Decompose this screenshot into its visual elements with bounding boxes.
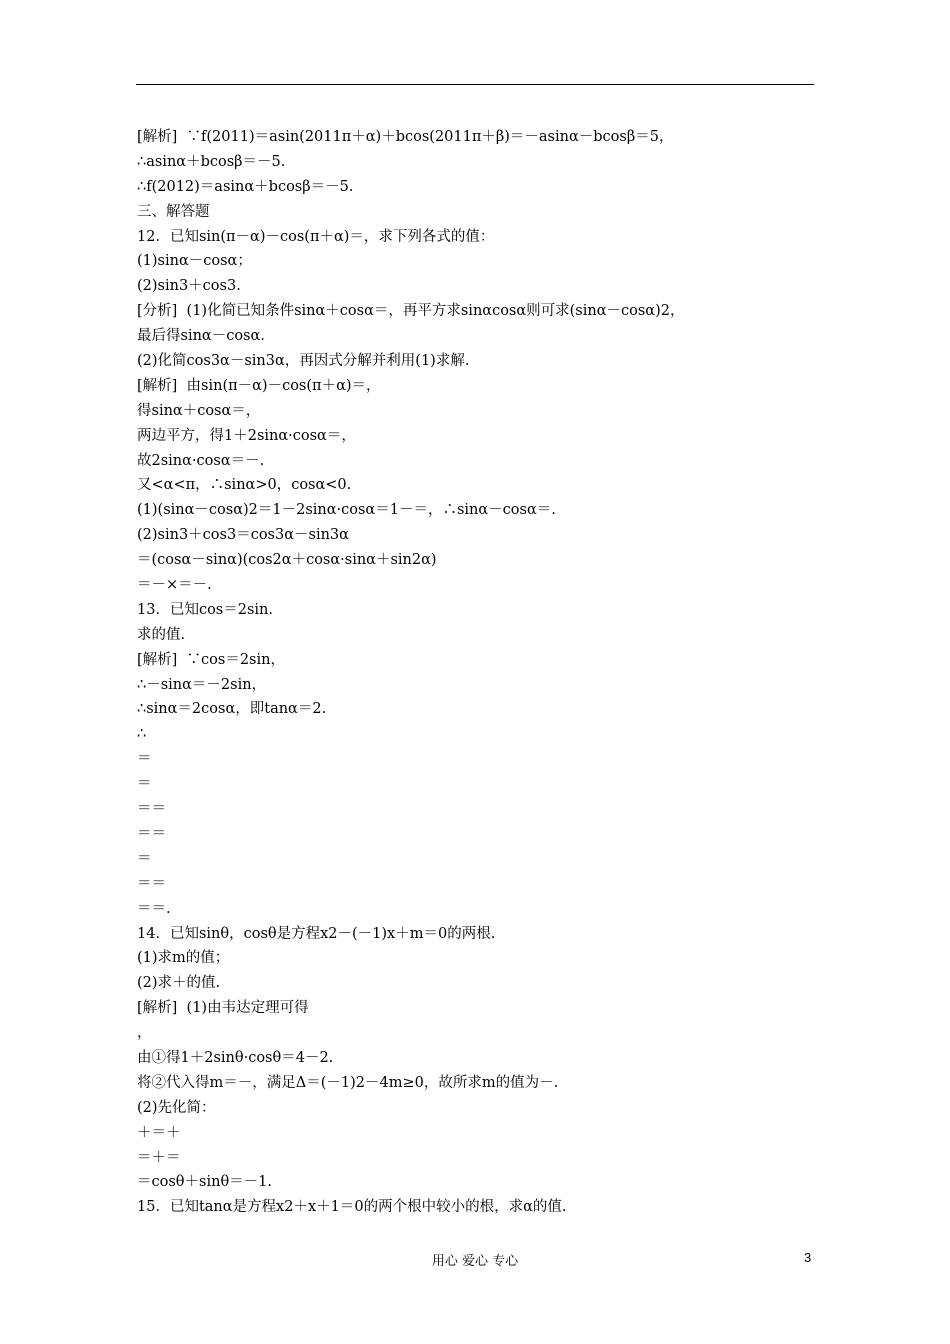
text-line: [解析] ∵f(2011)＝asin(2011π＋α)＋bcos(2011π＋β)＝－asinα－bcosβ＝5， [137,129,674,145]
text-line: (1)sinα－cosα； [137,253,252,270]
text-line: ＝＝ [137,875,166,892]
text-line: ＝＝ [137,801,166,818]
text-line: (2)sin3＋cos3. [137,278,241,295]
text-line: (2)化简cos3α－sin3α，再因式分解并利用(1)求解. [137,353,470,370]
text-line: ， [137,1025,152,1042]
footer-slogan: 用心 爱心 专心 [431,1254,519,1269]
text-line: [分析] (1)化简已知条件sinα＋cosα＝，再平方求sinαcosα则可求(sinα－cosα)2， [137,303,685,320]
text-line: ∴ [137,726,147,743]
text-line: ＝(cosα－sinα)(cos2α＋cosα·sinα＋sin2α) [137,552,437,569]
text-line: (1)(sinα－cosα)2＝1－2sinα·cosα＝1－＝，∴sinα－cosα＝. [137,502,556,519]
text-line: ＝cosθ＋sinθ＝－1. [137,1174,273,1191]
text-line: ＝＋＝ [137,1149,181,1166]
text-line: [解析] 由sin(π－α)－cos(π＋α)＝， [137,377,381,394]
text-line: ＝＝ [137,825,166,842]
text-line: ∴f(2012)＝asinα＋bcosβ＝－5. [137,178,354,195]
page-number: 3 [804,1250,812,1265]
text-line: [解析] ∵cos＝2sin， [137,651,285,668]
text-line: ＝ [137,850,152,867]
text-line: 得sinα＋cosα＝， [137,402,261,419]
text-line: ＋＝＋ [137,1124,181,1141]
text-line: ∴sinα＝2cosα，即tanα＝2. [137,701,327,718]
text-line: 故2sinα·cosα＝－. [137,452,265,469]
text-line: ＝ [137,776,152,793]
document-body [137,125,817,1220]
text-line: [解析] (1)由韦达定理可得 [137,1000,309,1017]
text-line: 14．已知sinθ，cosθ是方程x2－(－1)x＋m＝0的两根. [137,925,496,942]
text-line: 求的值. [137,626,186,643]
text-line: ＝＝. [137,900,171,917]
text-line: 又<α<π，∴sinα>0，cosα<0. [137,477,352,494]
text-line: (1)求m的值； [137,950,230,967]
text-line: 三、解答题 [137,203,210,220]
text-line: ＝ [137,751,152,768]
text-line: 13．已知cos＝2sin. [137,601,273,618]
text-line: ∴asinα＋bcosβ＝－5. [137,153,286,170]
text-line: 将②代入得m＝－，满足Δ＝(－1)2－4m≥0，故所求m的值为－. [137,1074,559,1091]
text-line: ＝－×＝－. [137,577,212,594]
header-rule [136,84,814,85]
text-line: (2)sin3＋cos3＝cos3α－sin3α [137,527,349,544]
text-line: 12．已知sin(π－α)－cos(π＋α)＝，求下列各式的值： [137,228,495,245]
text-line: ∴－sinα＝－2sin， [137,676,267,693]
text-line: 由①得1＋2sinθ·cosθ＝4－2. [137,1049,334,1066]
text-line: 最后得sinα－cosα. [137,328,265,345]
text-line: (2)求＋的值. [137,975,221,992]
text-line: 两边平方，得1＋2sinα·cosα＝， [137,427,356,444]
text-line: 15．已知tanα是方程x2＋x＋1＝0的两个根中较小的根，求α的值. [137,1199,567,1216]
text-line: (2)先化简： [137,1099,216,1116]
